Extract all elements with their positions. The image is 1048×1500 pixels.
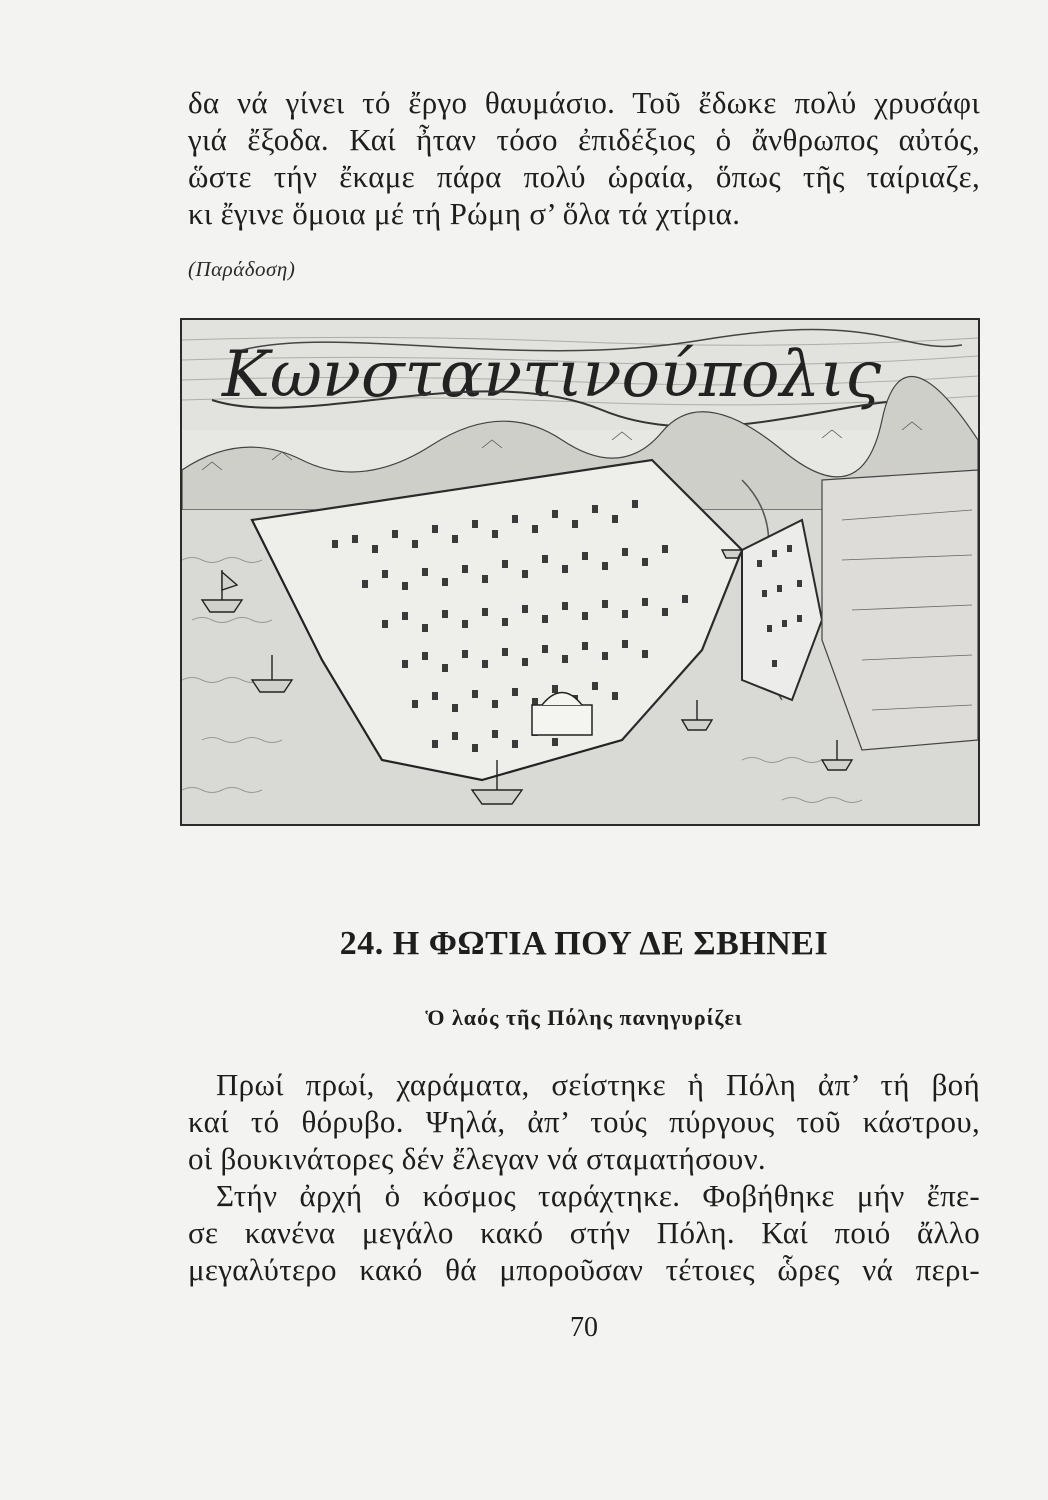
- text-line: οἱ βουκινάτορες δέν ἔλεγαν νά σταματήσουν.: [188, 1141, 766, 1176]
- source-note: (Παράδοση): [188, 257, 296, 281]
- text-line: Πρωί πρωί, χαράματα, σείστηκε ἡ Πόλη ἀπ’ τή βοή: [216, 1067, 980, 1102]
- text-line: κι ἔγινε ὅμοια μέ τή Ρώμη σ’ ὅλα τά χτίρια.: [188, 196, 741, 231]
- text-line: σε κανένα μεγάλο κακό στήν Πόλη. Καί ποιό ἄλλο: [188, 1215, 980, 1250]
- text-line: γιά ἔξοδα. Καί ἦταν τόσο ἐπιδέξιος ὁ ἄνθρωπος αὐτός,: [188, 122, 980, 157]
- chapter-title: 24. Η ΦΩΤΙΑ ΠΟΥ ΔΕ ΣΒΗΝΕΙ: [339, 925, 829, 962]
- intro-paragraph: [188, 84, 980, 232]
- calligraphy-title: Κωνσταντινούπολις: [222, 338, 882, 412]
- text-line: μεγαλύτερο κακό θά μποροῦσαν τέτοιες ὧρες νά περι-: [188, 1252, 980, 1287]
- text-line: καί τό θόρυβο. Ψηλά, ἀπ’ τούς πύργους τοῦ κάστρου,: [188, 1104, 980, 1139]
- text-line: Στήν ἀρχή ὁ κόσμος ταράχτηκε. Φοβήθηκε μήν ἔπε-: [216, 1178, 980, 1213]
- text-line: ὥστε τήν ἔκαμε πάρα πολύ ὡραία, ὅπως τῆς ταίριαζε,: [188, 159, 980, 194]
- engraving-constantinople: [180, 318, 980, 826]
- chapter-subtitle: Ὁ λαός τῆς Πόλης πανηγυρίζει: [425, 1005, 743, 1030]
- page-number: 70: [570, 1312, 598, 1343]
- text-line: δα νά γίνει τό ἔργο θαυμάσιο. Τοῦ ἔδωκε πολύ χρυσάφι: [188, 85, 980, 120]
- body-paragraph: [188, 1066, 980, 1288]
